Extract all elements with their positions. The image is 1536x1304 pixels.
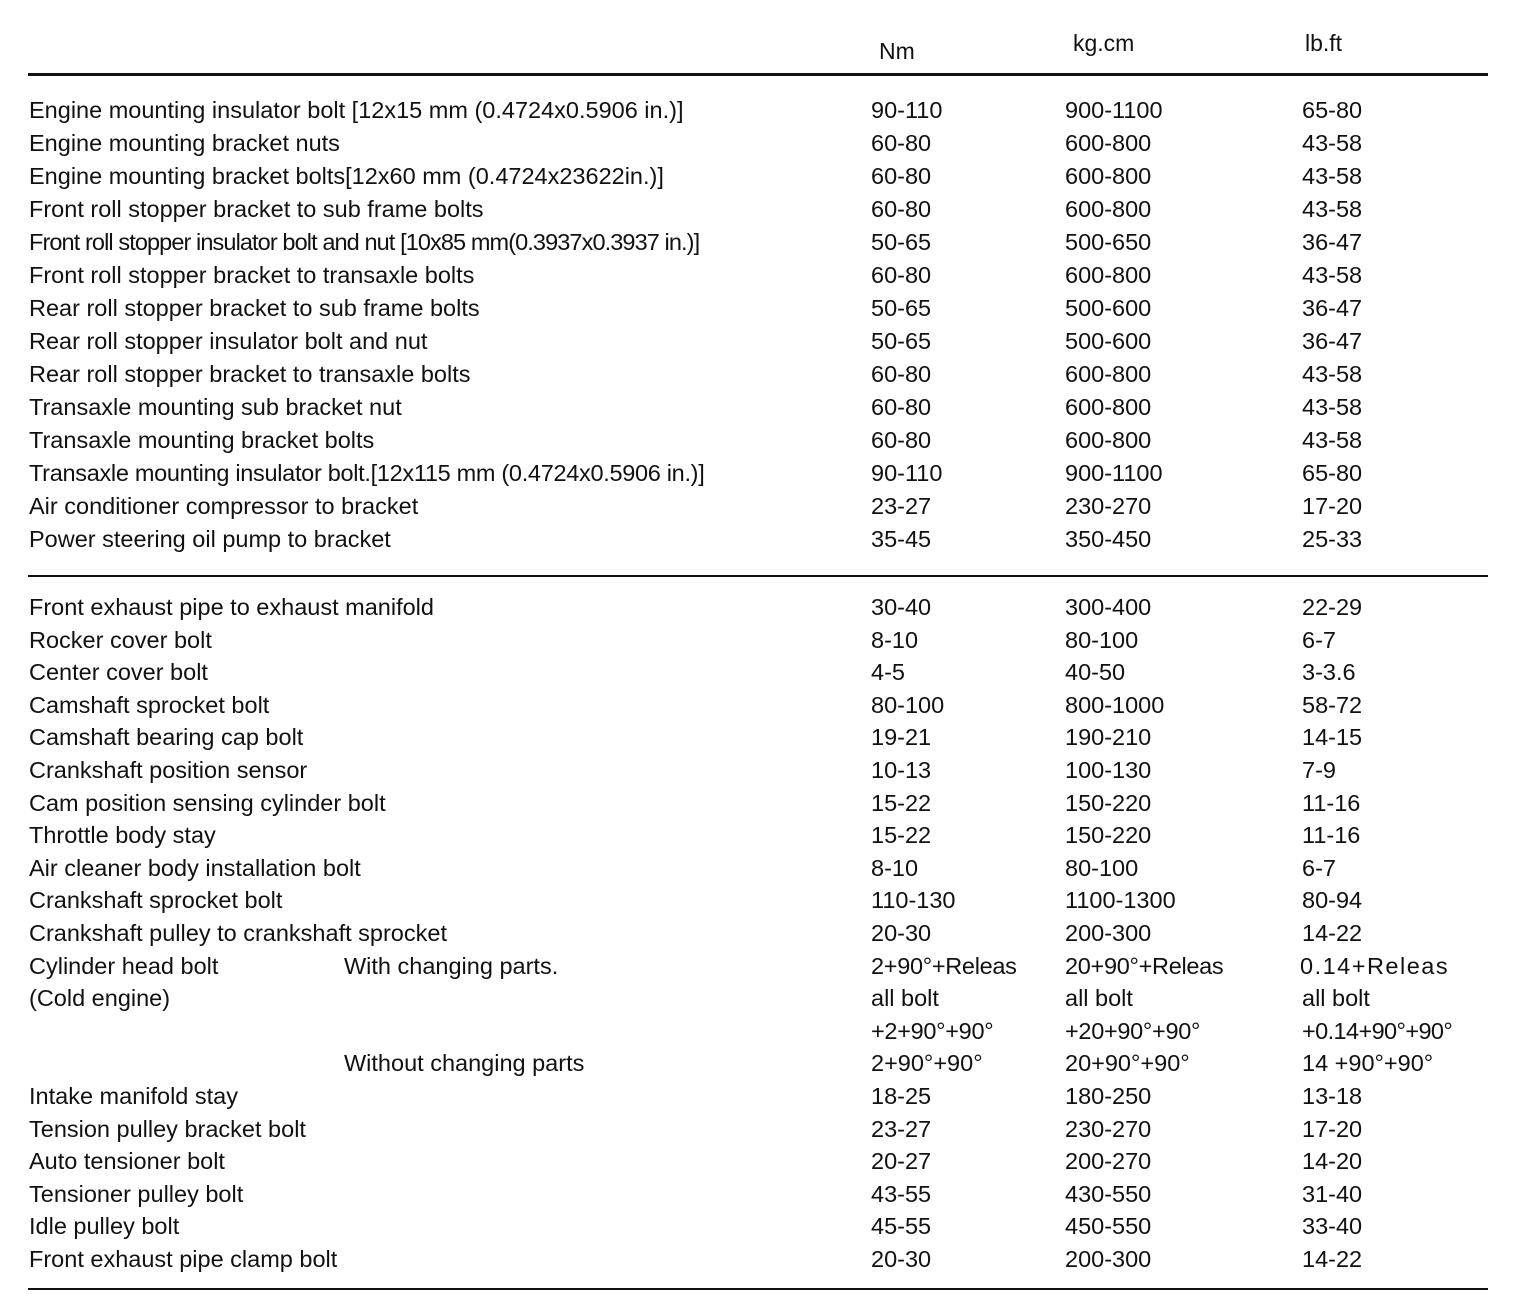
- section-divider: [28, 575, 1488, 577]
- row-lbft: 14-15: [1302, 724, 1363, 751]
- row-kgcm: 600-800: [1065, 163, 1152, 189]
- row-description: Front roll stopper insulator bolt and nut [10x85 mm(0.3937x0.3937 in.)]: [29, 229, 700, 255]
- row-lbft: 14-22: [1302, 1245, 1363, 1272]
- table-row: [0, 359, 1536, 392]
- table-row: [0, 1179, 1536, 1212]
- row-kgcm: 600-800: [1065, 130, 1152, 156]
- row-lbft: 22-29: [1302, 594, 1363, 620]
- row-nm: 80-100: [871, 691, 945, 718]
- row-nm: 19-21: [871, 724, 932, 751]
- table-row: [0, 491, 1536, 524]
- row-nm: 30-40: [871, 594, 932, 620]
- table-row: [0, 755, 1536, 788]
- row-nm: 110-130: [871, 887, 956, 914]
- row-nm: 45-55: [871, 1213, 932, 1240]
- row-kgcm: 600-800: [1065, 262, 1152, 288]
- row-kgcm: 150-220: [1065, 822, 1152, 849]
- row-kgcm: 230-270: [1065, 1115, 1152, 1142]
- row-description: Front roll stopper bracket to sub frame bolts: [29, 196, 484, 222]
- row-description: Rear roll stopper insulator bolt and nut: [29, 328, 428, 354]
- row-kgcm: 600-800: [1065, 196, 1152, 222]
- row-lbft: 43-58: [1302, 361, 1363, 387]
- table-row: [0, 820, 1536, 853]
- row-lbft: 43-58: [1302, 262, 1363, 288]
- row-kgcm: 600-800: [1065, 361, 1152, 387]
- row-description: Intake manifold stay: [29, 1082, 238, 1109]
- row-nm: 60-80: [871, 196, 932, 222]
- row-description: Idle pulley bolt: [29, 1213, 180, 1240]
- row-kgcm: 180-250: [1065, 1082, 1152, 1109]
- row-kgcm: 900-1100: [1065, 97, 1163, 123]
- cylinder-row-with-2: [0, 983, 1536, 1016]
- row-lbft: 80-94: [1302, 887, 1363, 914]
- row-lbft: 43-58: [1302, 163, 1363, 189]
- row-nm: 20-30: [871, 1245, 932, 1272]
- row-kgcm: 190-210: [1065, 724, 1152, 751]
- cylinder-with-nm-1: 2+90°+Releas: [871, 952, 1017, 979]
- row-nm: 60-80: [871, 394, 932, 420]
- cylinder-with-nm-2: all bolt: [871, 985, 939, 1012]
- row-lbft: 43-58: [1302, 427, 1363, 453]
- row-kgcm: 80-100: [1065, 854, 1139, 881]
- cylinder-with-lb-2: all bolt: [1302, 985, 1370, 1012]
- cylinder-with-kg-2: all bolt: [1065, 985, 1133, 1012]
- row-description: Camshaft bearing cap bolt: [29, 724, 304, 751]
- table-header: [0, 30, 1536, 70]
- with-changing-parts-label: With changing parts.: [344, 952, 559, 979]
- row-lbft: 17-20: [1302, 1115, 1363, 1142]
- row-description: Crankshaft position sensor: [29, 756, 308, 783]
- cylinder-without-nm: 2+90°+90°: [871, 1050, 983, 1077]
- row-nm: 50-65: [871, 295, 932, 321]
- cylinder-with-kg-3: +20+90°+90°: [1065, 1017, 1201, 1044]
- cylinder-description: Cylinder head bolt: [29, 952, 219, 979]
- row-kgcm: 200-300: [1065, 919, 1152, 946]
- row-nm: 35-45: [871, 526, 932, 552]
- row-nm: 20-27: [871, 1148, 932, 1175]
- table-row: [0, 592, 1536, 625]
- table-row: [0, 1081, 1536, 1114]
- row-description: Rocker cover bolt: [29, 626, 212, 653]
- table-row: [0, 722, 1536, 755]
- row-lbft: 13-18: [1302, 1082, 1363, 1109]
- table-row: [0, 918, 1536, 951]
- row-kgcm: 500-600: [1065, 328, 1152, 354]
- header-divider: [28, 73, 1488, 76]
- row-description: Cam position sensing cylinder bolt: [29, 789, 386, 816]
- row-lbft: 58-72: [1302, 691, 1363, 718]
- row-kgcm: 80-100: [1065, 626, 1139, 653]
- row-nm: 60-80: [871, 361, 932, 387]
- cylinder-with-nm-3: +2+90°+90°: [871, 1017, 994, 1044]
- table-row: [0, 95, 1536, 128]
- row-lbft: 6-7: [1302, 854, 1336, 881]
- row-nm: 8-10: [871, 854, 919, 881]
- row-description: Front roll stopper bracket to transaxle bolts: [29, 262, 475, 288]
- section-engine: [0, 592, 1536, 1276]
- row-lbft: 36-47: [1302, 229, 1363, 255]
- row-description: Front exhaust pipe clamp bolt: [29, 1245, 338, 1272]
- row-description: Center cover bolt: [29, 659, 208, 686]
- row-nm: 60-80: [871, 130, 932, 156]
- row-nm: 90-110: [871, 97, 943, 123]
- table-row: [0, 625, 1536, 658]
- table-row: [0, 194, 1536, 227]
- row-description: Rear roll stopper bracket to transaxle bolts: [29, 361, 471, 387]
- row-nm: 60-80: [871, 163, 932, 189]
- row-lbft: 43-58: [1302, 394, 1363, 420]
- table-row: [0, 260, 1536, 293]
- cylinder-with-lb-1: 0.14+Releas: [1300, 952, 1450, 979]
- row-kgcm: 350-450: [1065, 526, 1152, 552]
- row-description: Power steering oil pump to bracket: [29, 526, 391, 552]
- row-lbft: 25-33: [1302, 526, 1363, 552]
- without-changing-parts-label: Without changing parts: [344, 1050, 585, 1077]
- row-lbft: 43-58: [1302, 196, 1363, 222]
- row-nm: 10-13: [871, 756, 932, 783]
- row-description: Transaxle mounting bracket bolts: [29, 427, 375, 453]
- row-nm: 90-110: [871, 460, 943, 486]
- row-kgcm: 100-130: [1065, 756, 1152, 783]
- header-kgcm: kg.cm: [1073, 30, 1135, 56]
- row-lbft: 11-16: [1302, 822, 1361, 849]
- section-mounting: [0, 95, 1536, 557]
- row-description: Tension pulley bracket bolt: [29, 1115, 306, 1142]
- row-description: Transaxle mounting insulator bolt.[12x115 mm (0.4724x0.5906 in.)]: [29, 460, 705, 486]
- row-description: Rear roll stopper bracket to sub frame bolts: [29, 295, 480, 321]
- row-lbft: 14-20: [1302, 1148, 1363, 1175]
- cylinder-description-sub: (Cold engine): [29, 985, 171, 1012]
- row-lbft: 36-47: [1302, 295, 1363, 321]
- cylinder-with-lb-3: +0.14+90°+90°: [1302, 1017, 1453, 1044]
- row-kgcm: 450-550: [1065, 1213, 1152, 1240]
- row-nm: 60-80: [871, 262, 932, 288]
- row-description: Engine mounting insulator bolt [12x15 mm (0.4724x0.5906 in.)]: [29, 97, 684, 123]
- header-nm: Nm: [879, 38, 915, 64]
- row-kgcm: 230-270: [1065, 493, 1152, 519]
- row-lbft: 31-40: [1302, 1180, 1363, 1207]
- table-row: [0, 425, 1536, 458]
- cylinder-row-with-3: [0, 1016, 1536, 1049]
- row-lbft: 36-47: [1302, 328, 1363, 354]
- table-row: [0, 690, 1536, 723]
- row-description: Tensioner pulley bolt: [29, 1180, 244, 1207]
- row-nm: 15-22: [871, 789, 932, 816]
- row-nm: 4-5: [871, 659, 905, 686]
- table-row: [0, 161, 1536, 194]
- table-row: [0, 128, 1536, 161]
- row-nm: 8-10: [871, 626, 919, 653]
- row-kgcm: 300-400: [1065, 594, 1152, 620]
- table-row: [0, 1146, 1536, 1179]
- table-row: [0, 853, 1536, 886]
- row-description: Crankshaft pulley to crankshaft sprocket: [29, 919, 447, 946]
- row-description: Transaxle mounting sub bracket nut: [29, 394, 402, 420]
- row-description: Air cleaner body installation bolt: [29, 854, 361, 881]
- row-lbft: 43-58: [1302, 130, 1363, 156]
- table-row: [0, 1244, 1536, 1277]
- header-lbft: lb.ft: [1305, 30, 1343, 56]
- row-lbft: 17-20: [1302, 493, 1363, 519]
- table-row: [0, 788, 1536, 821]
- cylinder-without-lb: 14 +90°+90°: [1302, 1050, 1434, 1077]
- row-nm: 15-22: [871, 822, 932, 849]
- table-row: [0, 1211, 1536, 1244]
- row-nm: 50-65: [871, 229, 932, 255]
- row-nm: 23-27: [871, 1115, 932, 1142]
- row-kgcm: 40-50: [1065, 659, 1126, 686]
- row-lbft: 33-40: [1302, 1213, 1363, 1240]
- table-row: [0, 392, 1536, 425]
- table-row: [0, 524, 1536, 557]
- table-bottom-rule: [28, 1288, 1488, 1290]
- row-kgcm: 200-300: [1065, 1245, 1152, 1272]
- row-kgcm: 600-800: [1065, 394, 1152, 420]
- table-row: [0, 1114, 1536, 1147]
- row-description: Air conditioner compressor to bracket: [29, 493, 419, 519]
- row-lbft: 65-80: [1302, 460, 1363, 486]
- row-description: Engine mounting bracket bolts[12x60 mm (0.4724x23622in.)]: [29, 163, 664, 189]
- row-kgcm: 430-550: [1065, 1180, 1152, 1207]
- cylinder-row-without: [0, 1048, 1536, 1081]
- row-kgcm: 800-1000: [1065, 691, 1165, 718]
- row-description: Throttle body stay: [29, 822, 216, 849]
- row-lbft: 7-9: [1302, 756, 1336, 783]
- row-description: Camshaft sprocket bolt: [29, 691, 270, 718]
- table-row: [0, 657, 1536, 690]
- cylinder-with-kg-1: 20+90°+Releas: [1065, 952, 1224, 979]
- row-kgcm: 500-600: [1065, 295, 1152, 321]
- row-nm: 50-65: [871, 328, 932, 354]
- row-description: Auto tensioner bolt: [29, 1148, 225, 1175]
- cylinder-row-with-1: [0, 951, 1536, 984]
- row-lbft: 11-16: [1302, 789, 1361, 816]
- row-lbft: 3-3.6: [1302, 659, 1356, 686]
- row-kgcm: 600-800: [1065, 427, 1152, 453]
- table-row: [0, 885, 1536, 918]
- row-nm: 18-25: [871, 1082, 932, 1109]
- row-description: Crankshaft sprocket bolt: [29, 887, 283, 914]
- row-nm: 60-80: [871, 427, 932, 453]
- row-description: Front exhaust pipe to exhaust manifold: [29, 594, 434, 620]
- row-kgcm: 900-1100: [1065, 460, 1163, 486]
- row-description: Engine mounting bracket nuts: [29, 130, 340, 156]
- row-kgcm: 150-220: [1065, 789, 1152, 816]
- row-lbft: 65-80: [1302, 97, 1363, 123]
- row-nm: 20-30: [871, 919, 932, 946]
- cylinder-without-kg: 20+90°+90°: [1065, 1050, 1190, 1077]
- row-kgcm: 500-650: [1065, 229, 1152, 255]
- table-row: [0, 293, 1536, 326]
- row-nm: 23-27: [871, 493, 932, 519]
- table-row: [0, 227, 1536, 260]
- row-kgcm: 1100-1300: [1065, 887, 1176, 914]
- table-row: [0, 326, 1536, 359]
- row-lbft: 14-22: [1302, 919, 1363, 946]
- table-row: [0, 458, 1536, 491]
- row-lbft: 6-7: [1302, 626, 1336, 653]
- row-kgcm: 200-270: [1065, 1148, 1152, 1175]
- row-nm: 43-55: [871, 1180, 932, 1207]
